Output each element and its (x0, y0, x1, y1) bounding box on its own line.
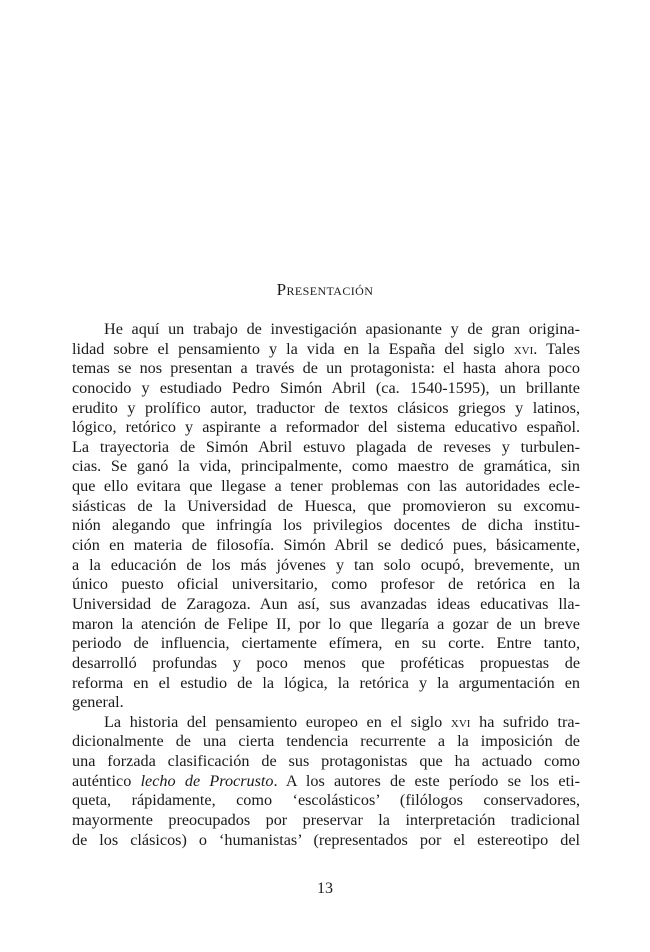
text-line: de los clásicos) o ‘humanistas’ (representados por el estereotipo del (72, 830, 580, 849)
text-line: erudito y prolífico autor, traductor de textos clásicos griegos y latinos, (72, 398, 580, 417)
text-line: La historia del pensamiento europeo en el siglo xvi ha sufrido tra- (104, 712, 581, 731)
text-line: temas se nos presentan a través de un protagonista: el hasta ahora poco (72, 359, 580, 378)
text-line: maron la atención de Felipe II, por lo que llegaría a gozar de un breve (72, 614, 580, 633)
paragraph (72, 320, 580, 713)
text-line: ción en materia de filosofía. Simón Abril se dedicó pues, básicamente, (72, 536, 580, 555)
page-number: 13 (317, 880, 333, 897)
text-line: lógico, retórico y aspirante a reformador del sistema educativo español. (72, 418, 580, 437)
text-line: auténtico lecho de Procrusto. A los autores de este período se los eti- (72, 771, 581, 790)
paragraph (72, 713, 580, 850)
text-line: conocido y estudiado Pedro Simón Abril (ca. 1540-1595), un brillante (72, 378, 580, 397)
text-line: a la educación de los más jóvenes y tan solo ocupó, brevemente, un (72, 555, 580, 574)
text-line: reforma en el estudio de la lógica, la retórica y la argumentación en (72, 673, 580, 692)
text-line: La trayectoria de Simón Abril estuvo plagada de reveses y turbulen- (72, 437, 580, 456)
text-line: dicionalmente de una cierta tendencia recurrente a la imposición de (72, 732, 580, 751)
chapter-title: Presentación (276, 280, 374, 299)
text-line: desarrolló profundas y poco menos que proféticas propuestas de (72, 653, 580, 672)
text-line: Universidad de Zaragoza. Aun así, sus avanzadas ideas educativas lla- (72, 594, 580, 613)
text-line: periodo de influencia, ciertamente efímera, en su corte. Entre tanto, (72, 634, 580, 653)
text-line: cias. Se ganó la vida, principalmente, como maestro de gramática, sin (72, 457, 580, 476)
text-line: siásticas de la Universidad de Huesca, que promovieron su excomu- (72, 496, 580, 515)
text-line: general. (72, 693, 124, 712)
text-line: que ello evitara que llegase a tener problemas con las autoridades ecle- (72, 477, 580, 496)
body-text (72, 320, 580, 850)
text-line: He aquí un trabajo de investigación apasionante y de gran origina- (104, 320, 580, 338)
text-line: único puesto oficial universitario, como profesor de retórica en la (72, 575, 580, 594)
text-line: lidad sobre el pensamiento y la vida en la España del siglo xvi. Tales (72, 339, 580, 358)
text-line: mayormente preocupados por preservar la interpretación tradicional (72, 811, 580, 830)
text-line: queta, rápidamente, como ‘escolásticos’ (filólogos conservadores, (72, 791, 580, 810)
text-line: nión alegando que infringía los privilegios docentes de dicha institu- (72, 516, 580, 535)
text-line: una forzada clasificación de sus protagonistas que ha actuado como (72, 752, 580, 771)
